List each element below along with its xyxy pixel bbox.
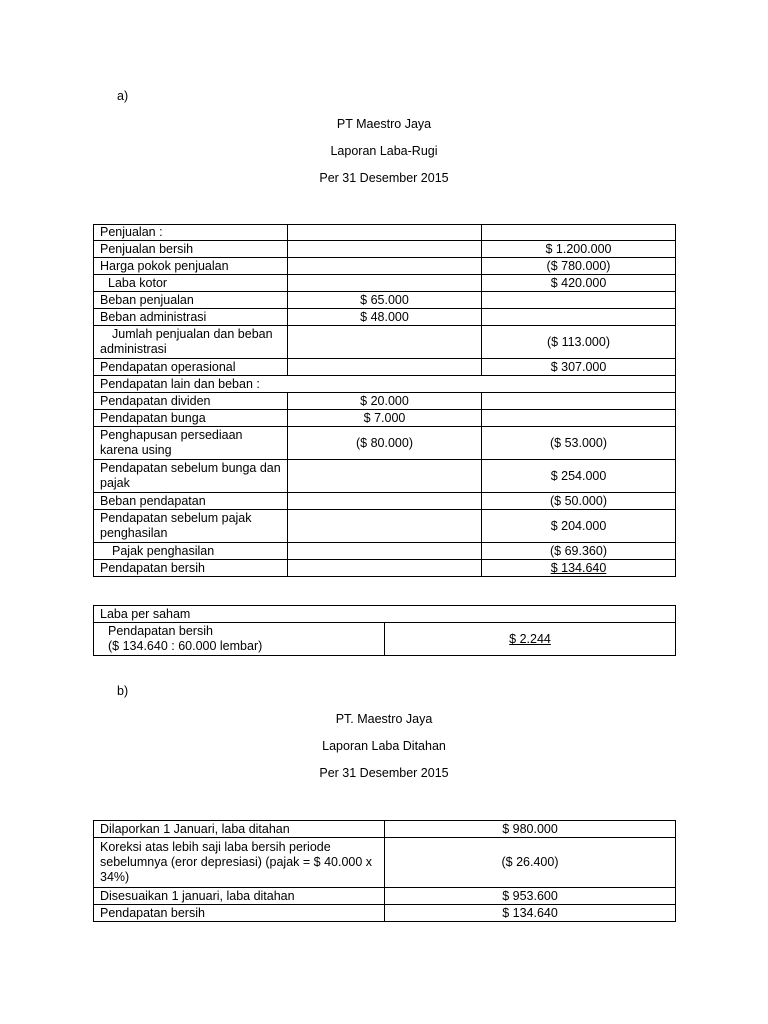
company-name-b: PT. Maestro Jaya bbox=[335, 712, 433, 726]
company-name: PT Maestro Jaya bbox=[336, 117, 432, 131]
table-row bbox=[94, 838, 676, 888]
row-label: Pendapatan sebelum pajak penghasilan bbox=[94, 510, 288, 543]
table-row bbox=[94, 376, 676, 393]
eps-header: Laba per saham bbox=[94, 606, 676, 623]
row-label: Pajak penghasilan bbox=[94, 543, 288, 560]
col1-value bbox=[288, 241, 482, 258]
row-label: Penjualan bersih bbox=[94, 241, 288, 258]
row-value: $ 953.600 bbox=[385, 888, 676, 905]
table-row bbox=[94, 292, 676, 309]
table-row bbox=[94, 258, 676, 275]
col2-value: ($ 53.000) bbox=[482, 427, 676, 460]
table-row bbox=[94, 309, 676, 326]
section-b-label: b) bbox=[117, 684, 129, 698]
col2-value: ($ 780.000) bbox=[482, 258, 676, 275]
col2-value bbox=[482, 225, 676, 241]
col1-value: $ 20.000 bbox=[288, 393, 482, 410]
col1-value bbox=[288, 510, 482, 543]
col2-value bbox=[482, 292, 676, 309]
row-label: Beban penjualan bbox=[94, 292, 288, 309]
row-value: $ 980.000 bbox=[385, 821, 676, 838]
row-label: Koreksi atas lebih saji laba bersih periode sebelumnya (eror depresiasi) (pajak = $ 40.000 x 34%) bbox=[94, 838, 385, 888]
row-label: Pendapatan sebelum bunga dan pajak bbox=[94, 460, 288, 493]
table-row bbox=[94, 623, 676, 656]
row-label: Pendapatan bunga bbox=[94, 410, 288, 427]
table-row bbox=[94, 410, 676, 427]
table-row bbox=[94, 560, 676, 577]
row-label: Laba kotor bbox=[94, 275, 288, 292]
col1-value: $ 65.000 bbox=[288, 292, 482, 309]
col1-value bbox=[288, 326, 482, 359]
row-label: Penghapusan persediaan karena using bbox=[94, 427, 288, 460]
table-row bbox=[94, 275, 676, 292]
table-row bbox=[94, 427, 676, 460]
col1-value bbox=[288, 359, 482, 376]
row-label: Pendapatan lain dan beban : bbox=[94, 376, 676, 393]
col2-value: $ 420.000 bbox=[482, 275, 676, 292]
row-label: Penjualan : bbox=[94, 225, 288, 241]
table-row bbox=[94, 460, 676, 493]
col2-value bbox=[482, 393, 676, 410]
col2-value: ($ 113.000) bbox=[482, 326, 676, 359]
retained-earnings-table bbox=[93, 820, 676, 922]
row-label: Pendapatan bersih bbox=[94, 905, 385, 922]
col2-value: $ 307.000 bbox=[482, 359, 676, 376]
col1-value: $ 7.000 bbox=[288, 410, 482, 427]
income-statement-table bbox=[93, 224, 676, 577]
eps-label-line2: ($ 134.640 : 60.000 lembar) bbox=[108, 639, 263, 653]
section-a-label: a) bbox=[117, 89, 129, 103]
col1-value: ($ 80.000) bbox=[288, 427, 482, 460]
col1-value: $ 48.000 bbox=[288, 309, 482, 326]
table-row bbox=[94, 225, 676, 241]
table-row bbox=[94, 543, 676, 560]
eps-label-line1: Pendapatan bersih bbox=[108, 624, 213, 638]
report-title-b: Laporan Laba Ditahan bbox=[322, 739, 446, 753]
row-label: Pendapatan dividen bbox=[94, 393, 288, 410]
col1-value bbox=[288, 460, 482, 493]
col2-value: $ 1.200.000 bbox=[482, 241, 676, 258]
report-period-b: Per 31 Desember 2015 bbox=[319, 766, 449, 780]
table-row bbox=[94, 393, 676, 410]
eps-label bbox=[94, 623, 385, 656]
table-row bbox=[94, 606, 676, 623]
col2-value bbox=[482, 410, 676, 427]
table-row bbox=[94, 888, 676, 905]
row-label: Beban administrasi bbox=[94, 309, 288, 326]
col2-value: ($ 50.000) bbox=[482, 493, 676, 510]
row-label: Dilaporkan 1 Januari, laba ditahan bbox=[94, 821, 385, 838]
col1-value bbox=[288, 225, 482, 241]
eps-value: $ 2.244 bbox=[385, 623, 676, 656]
report-period: Per 31 Desember 2015 bbox=[319, 171, 449, 185]
row-label: Pendapatan operasional bbox=[94, 359, 288, 376]
table-row bbox=[94, 493, 676, 510]
row-label: Beban pendapatan bbox=[94, 493, 288, 510]
row-label: Pendapatan bersih bbox=[94, 560, 288, 577]
table-row bbox=[94, 821, 676, 838]
eps-table bbox=[93, 605, 676, 656]
table-row bbox=[94, 359, 676, 376]
row-label: Jumlah penjualan dan beban administrasi bbox=[94, 326, 288, 359]
row-value: $ 134.640 bbox=[385, 905, 676, 922]
col2-value: ($ 69.360) bbox=[482, 543, 676, 560]
row-value: ($ 26.400) bbox=[385, 838, 676, 888]
col1-value bbox=[288, 543, 482, 560]
col2-value: $ 254.000 bbox=[482, 460, 676, 493]
report-title: Laporan Laba-Rugi bbox=[330, 144, 438, 158]
row-label: Harga pokok penjualan bbox=[94, 258, 288, 275]
table-row bbox=[94, 241, 676, 258]
col1-value bbox=[288, 275, 482, 292]
col2-value bbox=[482, 309, 676, 326]
col1-value bbox=[288, 493, 482, 510]
col2-value: $ 204.000 bbox=[482, 510, 676, 543]
table-row bbox=[94, 326, 676, 359]
table-row bbox=[94, 905, 676, 922]
col1-value bbox=[288, 560, 482, 577]
net-income-value: $ 134.640 bbox=[482, 560, 676, 577]
col1-value bbox=[288, 258, 482, 275]
table-row bbox=[94, 510, 676, 543]
row-label: Disesuaikan 1 januari, laba ditahan bbox=[94, 888, 385, 905]
